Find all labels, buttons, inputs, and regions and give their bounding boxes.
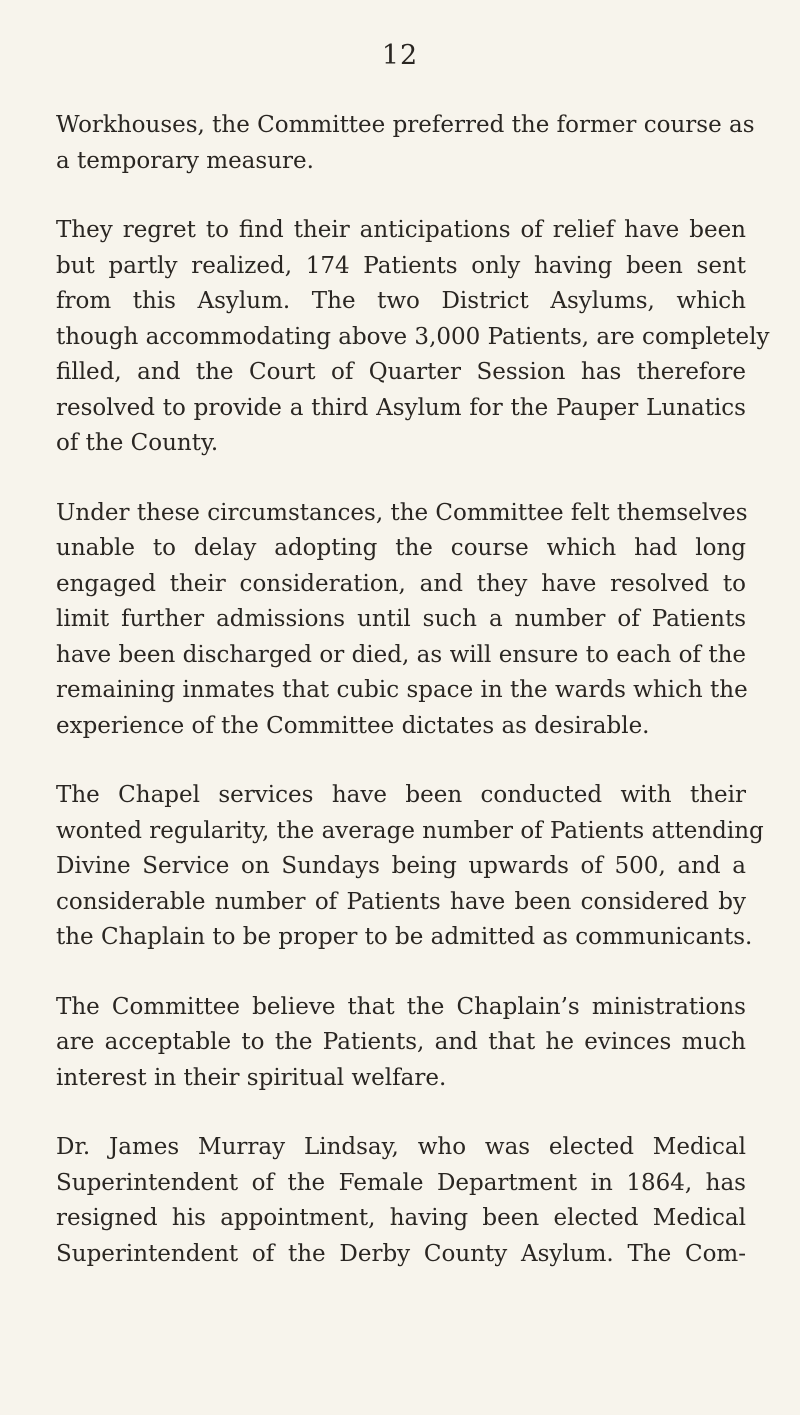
text-line: are acceptable to the Patients, and that he evinces much (56, 1029, 746, 1055)
paragraph (56, 778, 764, 956)
body-text (56, 108, 770, 1306)
text-line: resigned his appointment, having been elected Medical (56, 1205, 746, 1231)
text-line: experience of the Committee dictates as desirable. (56, 712, 650, 739)
text-line: limit further admissions until such a number of Patients (56, 606, 746, 632)
text-line: a temporary measure. (56, 147, 314, 174)
text-line: resolved to provide a third Asylum for the Pauper Lunatics (56, 394, 746, 421)
text-line: from this Asylum. The two District Asylums, which (56, 288, 746, 314)
paragraph (56, 1130, 746, 1272)
text-line: have been discharged or died, as will ensure to each of the (56, 641, 746, 668)
text-line: Under these circumstances, the Committee felt themselves (56, 499, 748, 526)
text-line: The Committee believe that the Chaplain’s ministrations (56, 993, 746, 1020)
text-line: filled, and the Court of Quarter Session has therefore (56, 359, 746, 385)
page-number: 12 (381, 40, 419, 71)
paragraph (56, 213, 770, 462)
text-line: Superintendent of the Derby County Asylum. The Com- (56, 1240, 746, 1267)
text-line: They regret to find their anticipations of relief have been (56, 217, 746, 243)
text-line: unable to delay adopting the course which had long (56, 535, 746, 561)
text-line: Divine Service on Sundays being upwards of 500, and a (56, 853, 746, 879)
text-line: interest in their spiritual welfare. (56, 1064, 447, 1091)
text-line: of the County. (56, 430, 219, 456)
text-line: The Chapel services have been conducted with their (56, 782, 746, 808)
text-line: though accommodating above 3,000 Patients, are completely (56, 323, 770, 350)
text-line: the Chaplain to be proper to be admitted as communicants. (56, 924, 753, 950)
text-line: considerable number of Patients have been considered by (56, 888, 746, 915)
paragraph (56, 990, 746, 1097)
text-line: but partly realized, 174 Patients only having been sent (56, 252, 746, 279)
text-line: remaining inmates that cubic space in the wards which the (56, 677, 748, 703)
paragraph (56, 496, 746, 745)
text-line: Dr. James Murray Lindsay, who was elected Medical (56, 1134, 746, 1160)
text-line: Workhouses, the Committee preferred the former course as (56, 112, 755, 138)
text-line: engaged their consideration, and they have resolved to (56, 570, 746, 597)
text-line: Superintendent of the Female Department in 1864, has (56, 1169, 746, 1196)
text-line: wonted regularity, the average number of Patients attending (56, 817, 764, 844)
paragraph (56, 108, 755, 179)
